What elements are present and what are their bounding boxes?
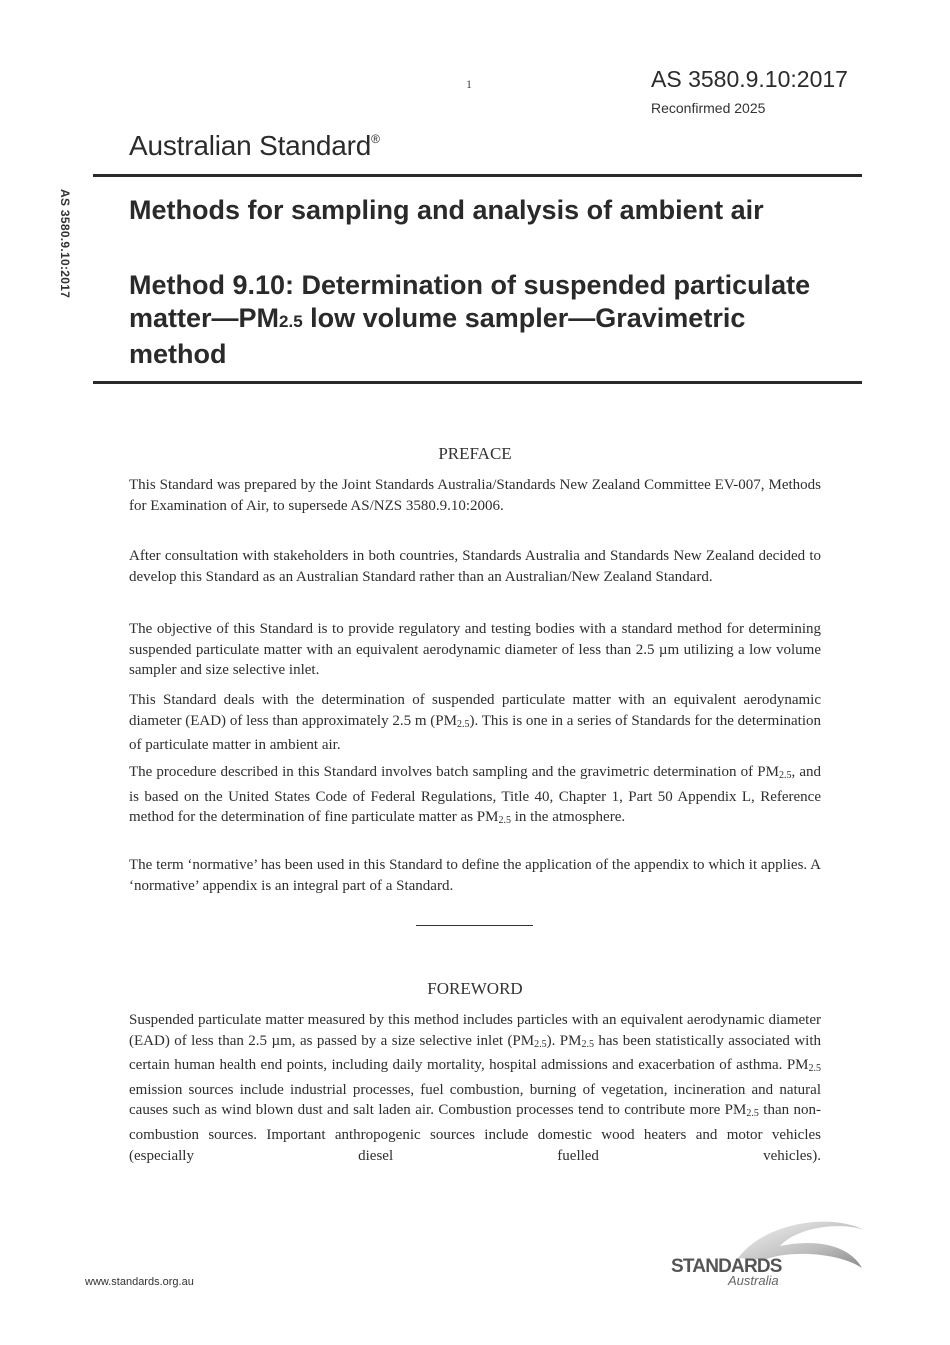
reconfirmed-label: Reconfirmed 2025 — [651, 100, 766, 116]
preface-paragraph-5 — [129, 762, 821, 832]
p5-subscript-1: 2.5 — [778, 770, 792, 781]
fw-subscript-4: 2.5 — [746, 1108, 759, 1120]
fw-text-5: than non-combustion sources. Important anthropogenic sources include domestic wood heaters and motor vehicles (especially diesel fuelled vehicles). — [129, 1102, 821, 1164]
standards-australia-logo — [668, 1216, 866, 1288]
logo-text-australia: Australia — [728, 1273, 779, 1288]
preface-paragraph-2: After consultation with stakeholders in both countries, Standards Australia and Standards New Zealand decided to develop this Standard as an Australian Standard rather than an Australian/New Zealand Standard. — [129, 548, 821, 585]
p4-text-b: ). This is one in a series of Standards for the determination of particulate matter in ambient air. — [129, 712, 821, 754]
series-label — [129, 130, 380, 162]
standard-number: AS 3580.9.10:2017 — [651, 66, 848, 92]
method-title-part1: Method 9.10: Determination of suspended particulate matter—PM — [129, 270, 811, 333]
fw-text-2: ). PM — [546, 1032, 582, 1049]
document-title: Methods for sampling and analysis of ambient air — [129, 195, 764, 225]
p4-text-a: This Standard deals with the determination of suspended particulate matter with an equivalent aerodynamic diameter (EAD) of less than approximately 2.5 m (PM — [129, 692, 821, 729]
fw-text-1: Suspended particulate matter measured by this method includes particles with an equivalent aerodynamic diameter (EAD) of less than 2.5 µm, as passed by a size selective inlet (PM — [129, 1012, 821, 1049]
method-title-subscript: 2.5 — [279, 312, 303, 331]
p5-text-a: The procedure described in this Standard involves batch sampling and the gravimetric determination of PM — [129, 764, 779, 780]
preface-paragraph-3: The objective of this Standard is to provide regulatory and testing bodies with a standard method for determining suspended particulate matter with an equivalent aerodynamic diameter of less than 2.5 µm utilizing a low volume sampler and size selective inlet. — [129, 621, 821, 679]
p5-text-b: , and is based on the United States Code of Federal Regulations, Title 40, Chapter 1, Part 50 Appendix L, Reference method for the determination of fine particulate matter as PM — [129, 764, 821, 826]
p5-text-c: in the atmosphere. — [510, 809, 626, 826]
registered-mark: ® — [371, 132, 380, 146]
top-rule — [93, 174, 862, 177]
fw-subscript-3: 2.5 — [808, 1063, 821, 1075]
preface-paragraph-1: This Standard was prepared by the Joint Standards Australia/Standards New Zealand Committee EV-007, Methods for Examination of Air, to supersede AS/NZS 3580.9.10:2006. — [129, 477, 821, 514]
series-label-text: Australian Standard — [129, 130, 372, 161]
p5-subscript-2: 2.5 — [498, 815, 511, 827]
p4-subscript: 2.5 — [456, 718, 470, 730]
logo-text-standards: STANDARDS — [671, 1256, 782, 1277]
method-title — [129, 269, 829, 371]
fw-subscript-2: 2.5 — [581, 1038, 594, 1050]
preface-paragraph-4 — [129, 690, 821, 756]
fw-text-3: has been statistically associated with certain human health end points, including daily mortality, hospital admissions and exacerbation of asthma. PM — [129, 1032, 821, 1074]
foreword-heading: FOREWORD — [427, 979, 523, 998]
fw-text-4: emission sources include industrial processes, fuel combustion, burning of vegetation, incineration and natural causes such as wind blown dust and salt laden air. Combustion processes tend to contribute more PM — [129, 1081, 821, 1119]
side-standard-number: AS 3580.9.10:2017 — [58, 189, 72, 299]
section-divider — [416, 925, 533, 926]
page-number: 1 — [466, 77, 472, 91]
fw-subscript-1: 2.5 — [534, 1038, 547, 1050]
method-title-part2: low volume sampler—Gravimetric method — [129, 303, 746, 369]
foreword-paragraph-1 — [129, 1010, 821, 1166]
footer-website: www.standards.org.au — [85, 1276, 194, 1288]
preface-paragraph-6: The term ‘normative’ has been used in this Standard to define the application of the appendix to which it applies. A ‘normative’ appendix is an integral part of a Standard. — [129, 857, 821, 894]
bottom-rule — [93, 381, 862, 384]
preface-heading: PREFACE — [438, 444, 512, 463]
